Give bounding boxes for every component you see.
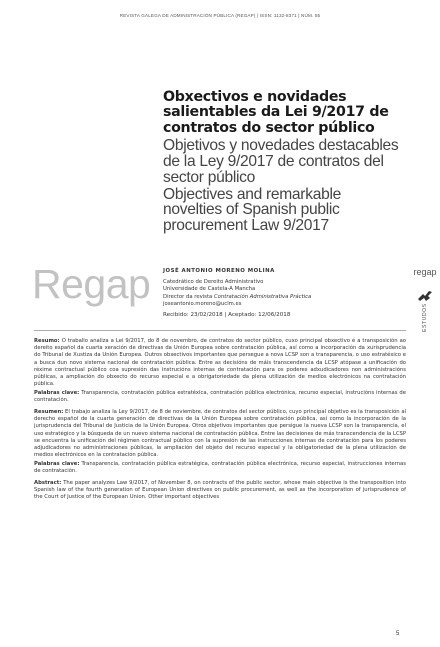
- director-journal: Contratación Administrativa Práctica: [213, 293, 312, 300]
- regap-watermark-logo: Regap: [32, 261, 151, 307]
- director-prefix: Director da revista: [163, 293, 214, 300]
- resumo-label: Resumo:: [34, 338, 60, 344]
- resumen-label: Resumen:: [34, 409, 64, 416]
- abstract-paragraph: [34, 480, 406, 502]
- palabras-chave-text: Transparencia, contratación pública estratéxica, contratación pública electrónica, recurso especial, instrucións internas de contratación.: [34, 390, 406, 404]
- title-spanish: Objetivos y novedades destacables de la Ley 9/2017 de contratos del sector público: [163, 137, 399, 186]
- author-name: JOSÉ ANTONIO MORENO MOLINA: [163, 268, 275, 274]
- author-affiliation: [163, 279, 393, 308]
- author-university: Universidade de Castela-A Mancha: [163, 286, 256, 293]
- article-titles: [163, 90, 403, 234]
- author-position: Catedrático de Dereito Administrativo: [163, 279, 264, 285]
- section-label: ESTUDOS: [422, 303, 428, 332]
- abstract-label: Abstract:: [34, 480, 62, 487]
- resumo-paragraph: [34, 338, 406, 388]
- received-accepted-dates: Recibido: 23/02/2018 | Aceptado: 12/06/2018: [163, 312, 291, 319]
- abstract-top-divider: [34, 330, 406, 331]
- author-block: [163, 268, 393, 318]
- resumen-text: El trabajo analiza la Ley 9/2017, de 8 de noviembre, de contratos del sector público, cuyo principal objetivo es la transposición al derecho español de la cuarta generación de directivas de la Unión Europea sobre contratación pública, así como la incorporación de la jurisprudencia del Tribunal de Justicia de la Unión Europea. Otros objetivos importantes que persigue la nueva LCSP son la transparencia, el uso estratégico y la búsqueda de un nuevo sistema nacional de contratación pública. Entre las decisiones de más transcendencia de la LCSP se encuentra la unificación del régimen contractual público con la supresión de las instrucciones internas de contratación para los poderes adjudicadores no administraciones públicas, la ampliación del objeto del recurso especial y la obligatoriedad de la plena utilización de medios electrónicos en la contratación pública.: [34, 409, 406, 459]
- running-header: REVISTA GALEGA DE ADMINISTRACIÓN PÚBLICA (REGAP) | ISSN: 1132-8371 | NÚM. 55: [119, 13, 321, 18]
- palabras-clave-label: Palabras clave:: [34, 461, 80, 468]
- title-english: Objectives and remarkable novelties of Spanish public procurement Law 9/2017: [163, 185, 341, 235]
- resumo-text: O traballo analiza a Lei 9/2017, do 8 de novembro, de contratos do sector público, cuxo principal obxectivo é a transposición ao dereito español da cuarta xeración de directivas da Unión Europea sobre contratación pública, así como a incorporación da xurisprudencia do Tribunal de Xustiza da Unión Europea. Outros obxectivos importantes que persegue a nova LCSP son a transparencia, o uso estratéxico e a busca dun novo sistema nacional de contratación pública. Entre as decisións de máis transcendencia da LCSP atópase a unificación do réxime contractual público coa supresión das instrucións internas de contratación para os poderes adxudicadores non administracións públicas, a ampliación do obxecto do recurso especial e a obrigatoriedade da plena utilización de medios electrónicos na contratación pública.: [34, 338, 406, 388]
- abstract-text: The paper analyzes Law 9/2017, of November 8, on contracts of the public sector, whose main objective is the transposition into Spanish law of the fourth generation of European Union directives on public procurement, as well as the incorporation of jurisprudence of the Court of Justice of the European Union. Other important objectives: [34, 480, 407, 501]
- author-director-line: [163, 294, 393, 301]
- palabras-chave-paragraph: [34, 390, 406, 404]
- title-galician: Obxectivos e novidades salientables da Lei 9/2017 de contratos do sector público: [163, 89, 389, 136]
- side-regap-logo: regap: [413, 267, 437, 277]
- palabras-chave-label: Palabras clave:: [34, 390, 80, 397]
- palabras-clave-paragraph: [34, 461, 406, 475]
- resumen-paragraph: [34, 409, 406, 459]
- page-number: 5: [396, 631, 400, 637]
- palabras-clave-text: Transparencia, contratación pública estratégica, contratación pública electrónica, recurso especial, instrucciones internas de contratación.: [34, 461, 406, 475]
- author-email: joseantonio.moreno@uclm.es: [163, 300, 242, 307]
- abstracts-block: [34, 325, 406, 503]
